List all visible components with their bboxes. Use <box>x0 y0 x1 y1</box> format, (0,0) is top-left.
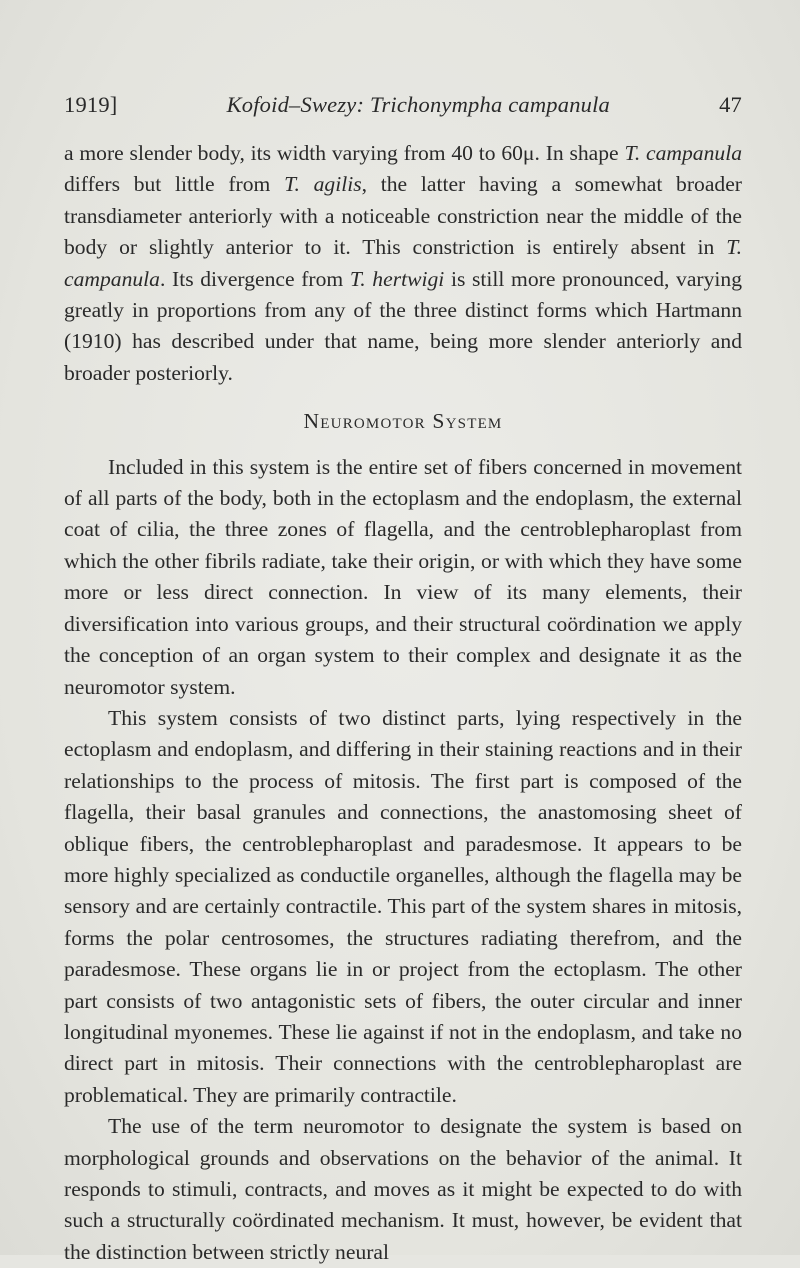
paragraph-1: Included in this system is the entire set of fibers concerned in movement of all parts of the body, both in the ectoplasm and the endoplasm, the external coat of cilia, the three zones of flagella, and the centroblepharoplast from which the other fibrils radiate, take their origin, or with which they have some more or less direct connection. In view of its many elements, their diversification into various groups, and their structural coördination we apply the conception of an organ system to their complex and designate it as the neuromotor system. <box>64 454 742 699</box>
running-head <box>64 92 742 126</box>
header-title: Kofoid–Swezy: Trichonympha campanula <box>226 92 611 117</box>
page-number: 47 <box>719 92 742 117</box>
paragraph-2: This system consists of two distinct parts, lying respectively in the ectoplasm and endoplasm, and differing in their staining reactions and in their relationships to the process of mitosis. The first part is composed of the flagella, their basal granules and connections, the anastomosing sheet of oblique fibers, the centroblepharoplast and paradesmose. It appears to be more highly specialized as conductile organelles, although the flagella may be sensory and are certainly contractile. This part of the system shares in mitosis, forms the polar centrosomes, the structures radiating therefrom, and the paradesmose. These organs lie in or project from the ectoplasm. The other part consists of two antagonistic sets of fibers, the outer circular and inner longitudinal myonemes. These lie against if not in the endoplasm, and take no direct part in mitosis. Their connections with the centroblepharoplast are problematical. They are primarily contractile. <box>64 705 742 1107</box>
paragraph-intro: a more slender body, its width varying from 40 to 60μ. In shape T. campanula differs but little from T. agilis, the latter having a somewhat broader transdiameter anteriorly with a noticeable constriction near the middle of the body or slightly anterior to it. This constriction is entirely absent in T. campanula. Its divergence from T. hertwigi is still more pronounced, varying greatly in proportions from any of the three distinct forms which Hartmann (1910) has described under that name, being more slender anteriorly and broader posteriorly. <box>64 141 743 385</box>
body-text <box>64 138 742 1268</box>
header-year: 1919] <box>64 92 118 117</box>
paragraph-3: The use of the term neuromotor to designate the system is based on morphological grounds and observations on the behavior of the animal. It responds to stimuli, contracts, and moves as it might be expected to do with such a structurally coördinated mechanism. It must, however, be evident that the distinction between strictly neural <box>64 1114 742 1264</box>
section-heading: Neuromotor System <box>303 409 503 434</box>
